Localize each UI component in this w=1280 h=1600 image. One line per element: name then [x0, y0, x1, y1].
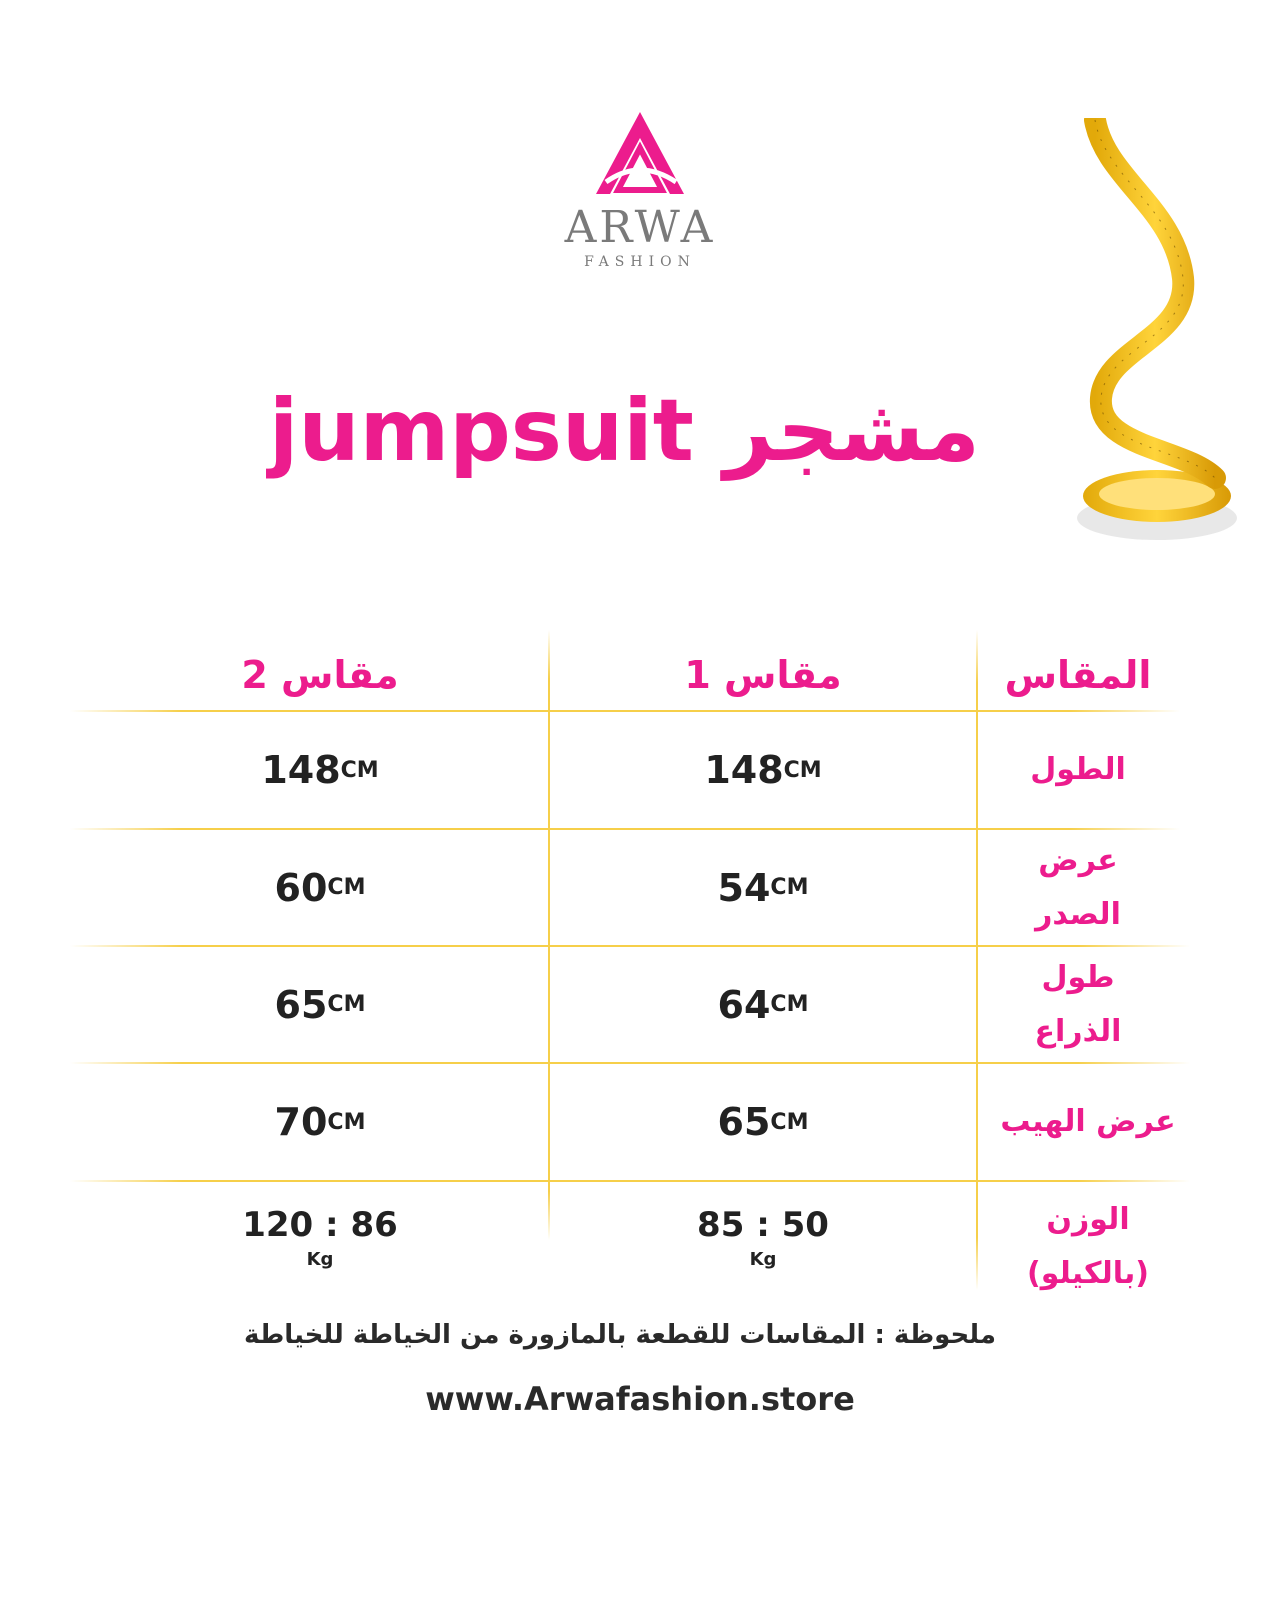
size2-chest-value: 60: [274, 865, 328, 910]
page-title: مشجر jumpsuit: [268, 381, 980, 481]
size1-hip-width: [550, 1064, 976, 1180]
size2-chest-width: [110, 830, 530, 945]
size2-hip-value: 70: [274, 1100, 328, 1144]
row-label-chest-width: عرض الصدر: [1035, 842, 1121, 932]
row-label-length: الطول: [1030, 752, 1126, 787]
size1-sleeve-length: [550, 947, 976, 1062]
unit-label: CM: [340, 757, 379, 783]
brand-subtitle: FASHION: [584, 254, 696, 270]
size1-hip-value: 65: [717, 1100, 771, 1144]
row-label-sleeve-length: طول الذراع: [1034, 959, 1122, 1049]
unit-label: CM: [770, 992, 809, 1017]
unit-label: CM: [783, 757, 822, 783]
arwa-triangle-logo-icon: [592, 108, 688, 200]
brand-logo: [540, 108, 740, 270]
brand-name: ARWA: [564, 202, 716, 253]
column-header-size1: مقاس 1: [684, 653, 842, 697]
size1-weight-range: 85 : 50: [697, 1204, 829, 1245]
size2-length-value: 148: [261, 748, 341, 792]
row-label-hip-width: عرض الهيب: [1000, 1104, 1176, 1139]
size1-weight: [550, 1182, 976, 1292]
size2-weight-range: 120 : 86: [242, 1204, 398, 1245]
size2-sleeve-length: [110, 947, 530, 1062]
column-header-size2: مقاس 2: [241, 653, 399, 697]
weight-unit: Kg: [306, 1248, 334, 1270]
size1-length-value: 148: [704, 748, 784, 792]
size-table: [70, 640, 1220, 1320]
measuring-tape-icon: [1065, 118, 1245, 558]
measurement-note: ملحوظة : المقاسات للقطعة بالمازورة من الخياطة للخياطة: [244, 1320, 996, 1350]
weight-unit: Kg: [749, 1248, 777, 1270]
unit-label: CM: [770, 1109, 809, 1135]
size1-chest-value: 54: [717, 865, 771, 910]
column-header-size: المقاس: [1004, 653, 1152, 697]
size2-hip-width: [110, 1064, 530, 1180]
unit-label: CM: [770, 875, 809, 900]
size2-weight: [110, 1182, 530, 1292]
unit-label: CM: [327, 992, 366, 1017]
unit-label: CM: [327, 875, 366, 900]
size1-length: [550, 712, 976, 828]
size1-sleeve-value: 64: [717, 982, 771, 1027]
size2-sleeve-value: 65: [274, 982, 328, 1027]
row-label-weight: الوزن (بالكيلو): [1027, 1202, 1149, 1291]
size2-length: [110, 712, 530, 828]
unit-label: CM: [327, 1109, 366, 1135]
website-link[interactable]: www.Arwafashion.store: [425, 1380, 855, 1418]
size1-chest-width: [550, 830, 976, 945]
